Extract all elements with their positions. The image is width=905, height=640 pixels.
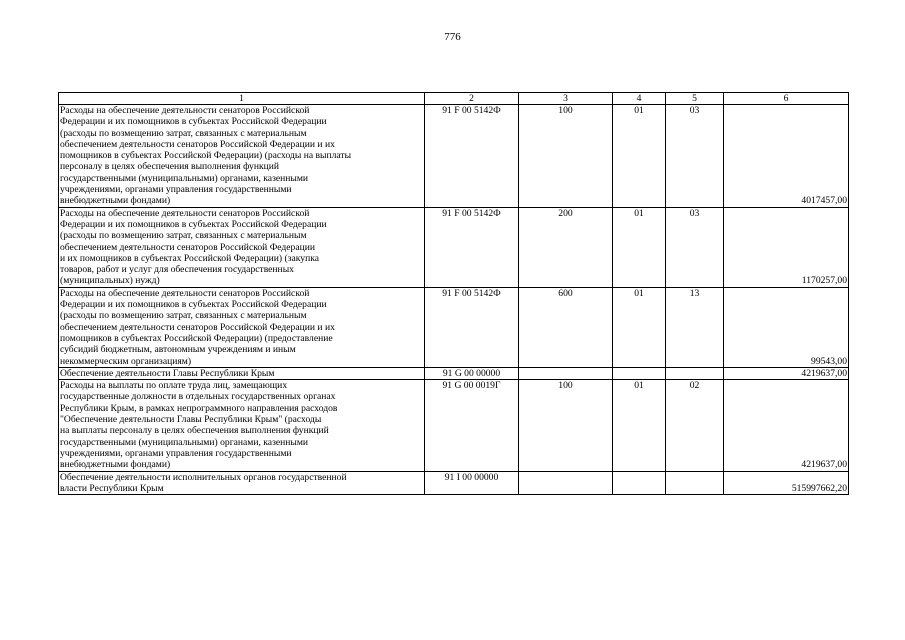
- header-col-4: 4: [613, 93, 666, 105]
- expense-name: Обеспечение деятельности Главы Республики Крым: [59, 367, 425, 379]
- page-number: 776: [444, 31, 461, 43]
- target-article: 91 F 00 5142Ф: [425, 105, 519, 208]
- section: 01: [613, 207, 666, 287]
- header-col-6: 6: [724, 93, 849, 105]
- expense-type: [519, 471, 613, 495]
- expense-name: Расходы на обеспечение деятельности сенаторов Российской Федерации и их помощников в субъектах Российской Федерации (расходы по возмещению затрат, связанных с материальным обеспечением деятельности сенаторов Российской Федерации и их помощников в субъектах Российской Федерации) (предоставление субсидий бюджетным, автономным учреждениям и иным некоммерческим организациям): [59, 287, 425, 367]
- table-row: [59, 287, 849, 367]
- table-row: [59, 471, 849, 495]
- target-article: 91 G 00 00000: [425, 367, 519, 379]
- amount: 515997662,20: [724, 471, 849, 495]
- target-article: 91 F 00 5142Ф: [425, 287, 519, 367]
- subsection: 02: [666, 380, 724, 471]
- subsection: [666, 367, 724, 379]
- table-row: [59, 367, 849, 379]
- header-col-1: 1: [59, 93, 425, 105]
- section: [613, 471, 666, 495]
- expense-type: 100: [519, 105, 613, 208]
- subsection: 03: [666, 207, 724, 287]
- expense-type: 200: [519, 207, 613, 287]
- expense-type: 100: [519, 380, 613, 471]
- amount: 4017457,00: [724, 105, 849, 208]
- amount: 99543,00: [724, 287, 849, 367]
- subsection: 03: [666, 105, 724, 208]
- amount: 1170257,00: [724, 207, 849, 287]
- subsection: [666, 471, 724, 495]
- expense-name: Расходы на обеспечение деятельности сенаторов Российской Федерации и их помощников в субъектах Российской Федерации (расходы по возмещению затрат, связанных с материальным обеспечением деятельности сенаторов Российской Федерации и их помощников в субъектах Российской Федерации) (расходы на выплаты персоналу в целях обеспечения выполнения функций государственными (муниципальными) органами, казенными учреждениями, органами управления государственными внебюджетными фондами): [59, 105, 425, 208]
- expense-name: Обеспечение деятельности исполнительных органов государственной власти Республики Крым: [59, 471, 425, 495]
- amount: 4219637,00: [724, 367, 849, 379]
- section: 01: [613, 380, 666, 471]
- section: 01: [613, 287, 666, 367]
- amount: 4219637,00: [724, 380, 849, 471]
- expense-name: Расходы на обеспечение деятельности сенаторов Российской Федерации и их помощников в субъектах Российской Федерации (расходы по возмещению затрат, связанных с материальным обеспечением деятельности сенаторов Российской Федерации и их помощников в субъектах Российской Федерации) (закупка товаров, работ и услуг для обеспечения государственных (муниципальных) нужд): [59, 207, 425, 287]
- target-article: 91 F 00 5142Ф: [425, 207, 519, 287]
- target-article: 91 G 00 0019Г: [425, 380, 519, 471]
- header-col-5: 5: [666, 93, 724, 105]
- expense-type: [519, 367, 613, 379]
- header-col-3: 3: [519, 93, 613, 105]
- section: [613, 367, 666, 379]
- header-col-2: 2: [425, 93, 519, 105]
- subsection: 13: [666, 287, 724, 367]
- table-row: [59, 380, 849, 471]
- target-article: 91 I 00 00000: [425, 471, 519, 495]
- table-row: [59, 105, 849, 208]
- expense-type: 600: [519, 287, 613, 367]
- budget-table: [58, 92, 849, 495]
- table-header-row: [59, 93, 849, 105]
- section: 01: [613, 105, 666, 208]
- table-row: [59, 207, 849, 287]
- expense-name: Расходы на выплаты по оплате труда лиц, замещающих государственные должности в отдельных государственных органах Республики Крым, в рамках непрограммного направления расходов "Обеспечение деятельности Главы Республики Крым" (расходы на выплаты персоналу в целях обеспечения выполнения функций государственными (муниципальными) органами, казенными учреждениями, органами управления государственными внебюджетными фондами): [59, 380, 425, 471]
